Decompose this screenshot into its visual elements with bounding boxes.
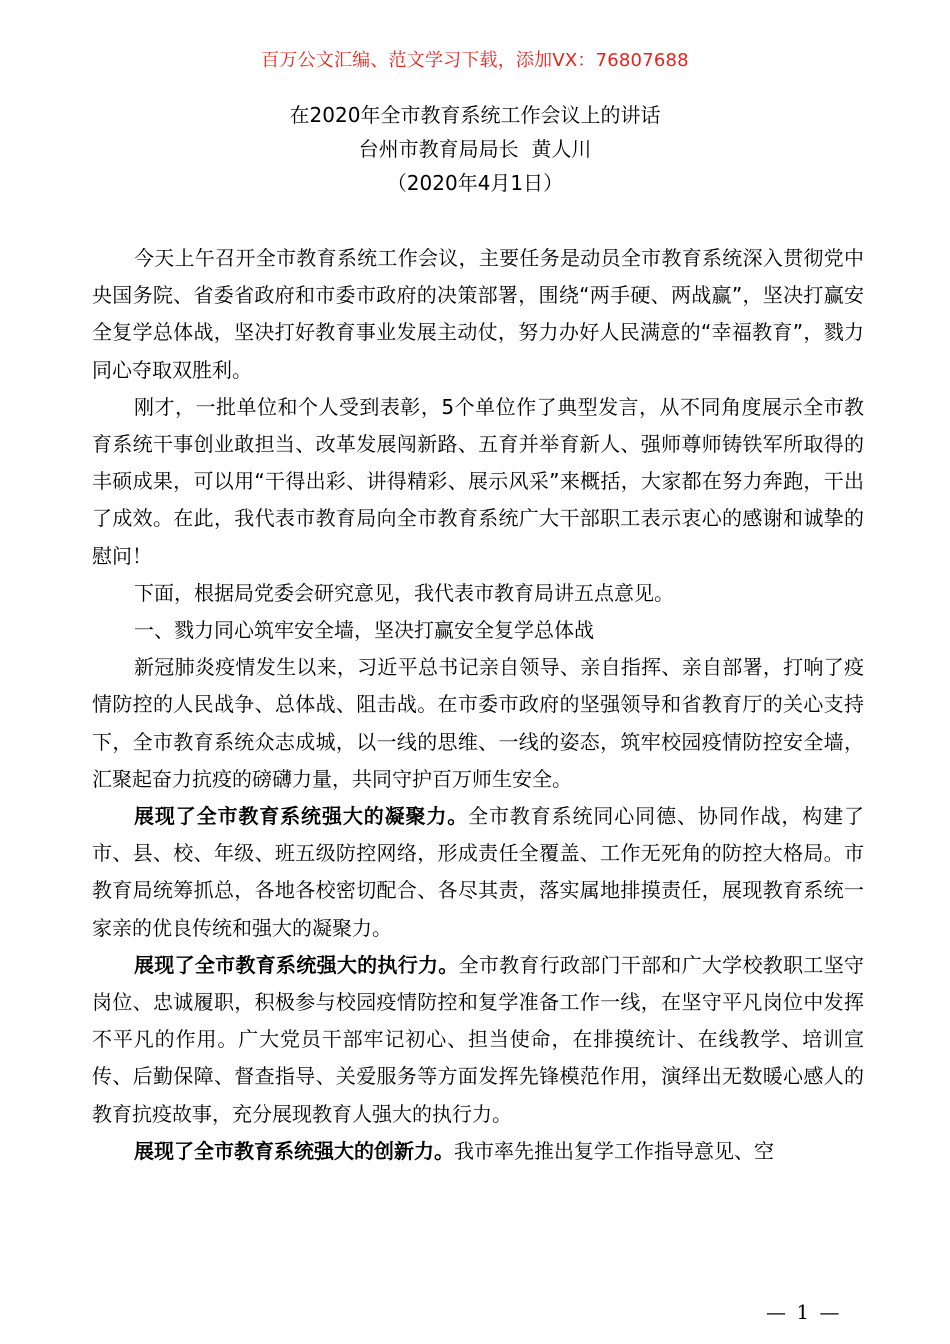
paragraph-6-text: 全市教育系统同心同德、协同作战，构建了市、县、校、年级、班五级防控网络，形成责任全覆盖、工作无死角的防控大格局。市教育局统筹抓总，各地各校密切配合、各尽其责，落实属地排摸责任，展现教育系统一家亲的优良传统和强大的凝聚力。 xyxy=(92,804,865,940)
document-header xyxy=(0,98,950,200)
document-body xyxy=(92,240,864,1170)
paragraph-5: 新冠肺炎疫情发生以来，习近平总书记亲自领导、亲自指挥、亲自部署，打响了疫情防控的人民战争、总体战、阻击战。在市委市政府的坚强领导和省教育厅的关心支持下，全市教育系统众志成城，以一线的思维、一线的姿态，筑牢校园疫情防控安全墙，汇聚起奋力抗疫的磅礴力量，共同守护百万师生安全。 xyxy=(92,655,864,791)
document-title: 在2020年全市教育系统工作会议上的讲话 xyxy=(289,103,661,127)
page-number: — 1 — xyxy=(766,1300,842,1324)
section-heading-1: 一、戮力同心筑牢安全墙，坚决打赢安全复学总体战 xyxy=(134,618,594,643)
document-author: 台州市教育局局长 黄人川 xyxy=(358,137,592,161)
paragraph-6-lead: 展现了全市教育系统强大的凝聚力。 xyxy=(134,804,469,829)
paragraph-7 xyxy=(92,947,864,1133)
paragraph-8 xyxy=(92,1133,864,1170)
paragraph-1: 今天上午召开全市教育系统工作会议，主要任务是动员全市教育系统深入贯彻党中央国务院、省委省政府和市委市政府的决策部署，围绕“两手硬、两战赢”，坚决打赢安全复学总体战，坚决打好教育事业发展主动仗，努力办好人民满意的“幸福教育”，戮力同心夺取双胜利。 xyxy=(92,246,864,382)
paragraph-2: 刚才，一批单位和个人受到表彰，5个单位作了典型发言，从不同角度展示全市教育系统干事创业敢担当、改革发展闯新路、五育并举育新人、强师尊师铸铁军所取得的丰硕成果，可以用“干得出彩、讲得精彩、展示风采”来概括，大家都在努力奔跑，干出了成效。在此，我代表市教育局向全市教育系统广大干部职工表示衷心的感谢和诚挚的慰问！ xyxy=(92,394,864,568)
paragraph-7-lead: 展现了全市教育系统强大的执行力。 xyxy=(134,952,459,977)
paragraph-8-text: 我市率先推出复学工作指导意见、空 xyxy=(454,1138,774,1163)
document-date: （2020年4月1日） xyxy=(386,171,564,195)
paragraph-7-text: 全市教育行政部门干部和广大学校教职工坚守岗位、忠诚履职，积极参与校园疫情防控和复学准备工作一线，在坚守平凡岗位中发挥不平凡的作用。广大党员干部牢记初心、担当使命，在排摸统计、在线教学、培训宣传、后勤保障、督查指导、关爱服务等方面发挥先锋模范作用，演绎出无数暖心感人的教育抗疫故事，充分展现教育人强大的执行力。 xyxy=(92,952,865,1126)
watermark-banner: 百万公文汇编、范文学习下载，添加VX：76807688 xyxy=(261,50,689,71)
paragraph-8-lead: 展现了全市教育系统强大的创新力。 xyxy=(134,1138,454,1163)
paragraph-6 xyxy=(92,798,864,947)
paragraph-3: 下面，根据局党委会研究意见，我代表市教育局讲五点意见。 xyxy=(134,580,674,605)
